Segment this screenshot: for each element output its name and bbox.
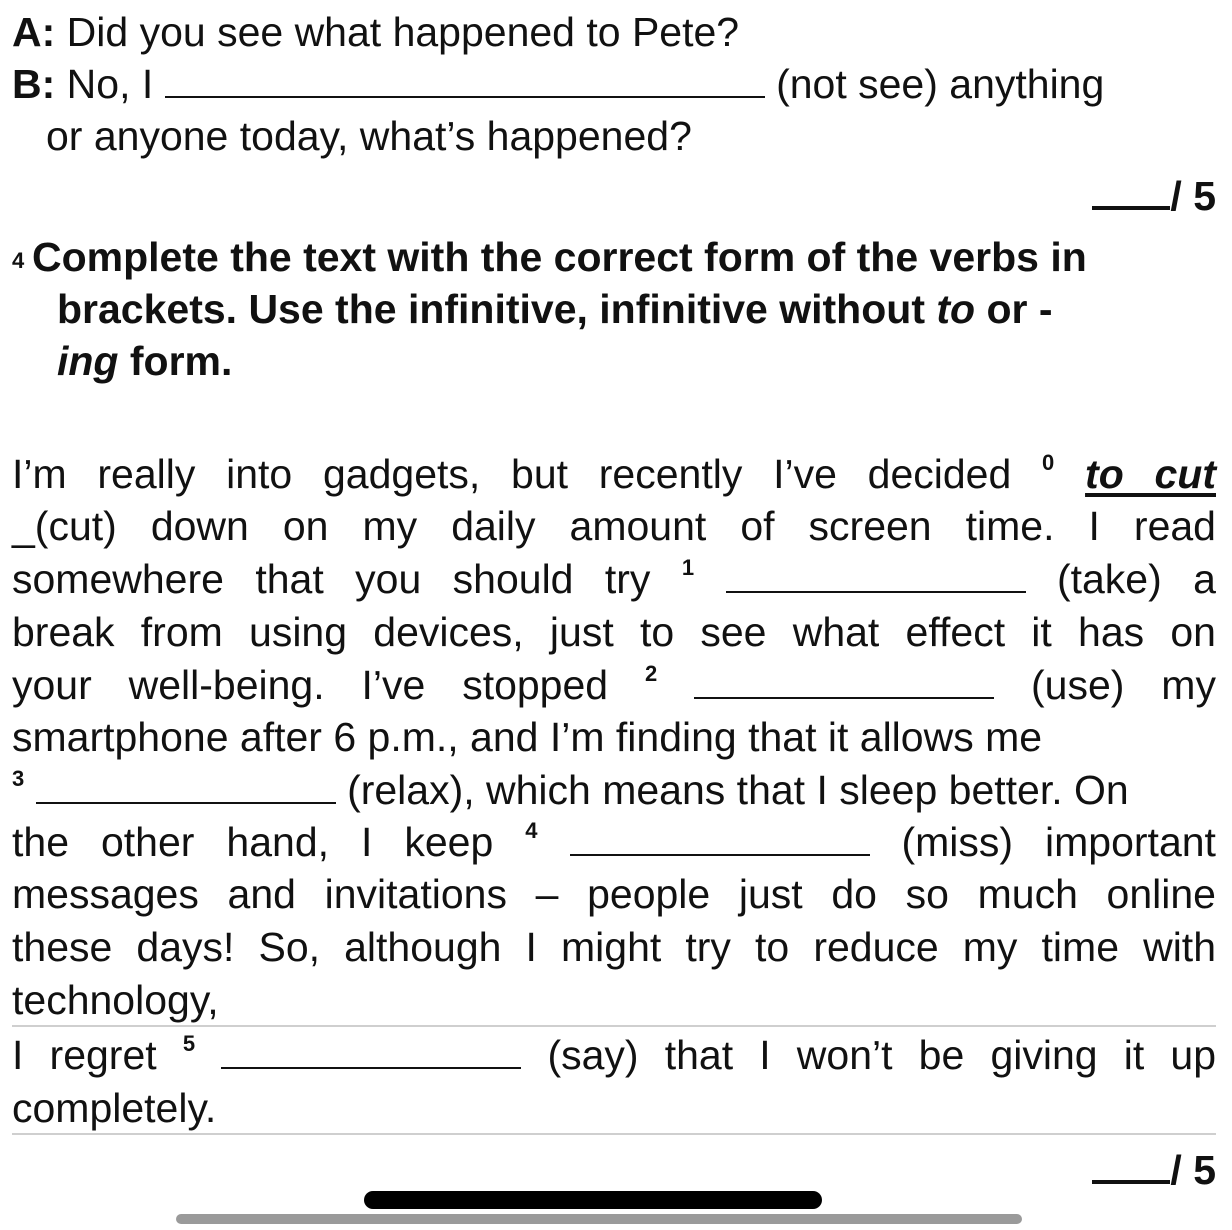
text-line-4: break from using devices, just to see what effect it has on <box>12 609 1216 655</box>
dialogue-line-a <box>12 6 739 58</box>
gap-number-0: 0 <box>1042 450 1055 475</box>
text-segment: (say) that I won’t be giving it up <box>547 1032 1216 1078</box>
score-bottom-total: / 5 <box>1170 1147 1216 1193</box>
answer-blank-2[interactable] <box>694 663 994 699</box>
dialogue-b-text-before: No, I <box>66 61 154 107</box>
text-segment: I regret <box>12 1032 157 1078</box>
answer-blank-4[interactable] <box>570 820 870 856</box>
instruction-text: brackets. Use the infinitive, infinitive without <box>57 286 925 332</box>
answer-blank-3[interactable] <box>36 768 336 804</box>
text-segment: (relax), which means that I sleep better. On <box>347 767 1129 813</box>
text-line-8 <box>12 816 1216 868</box>
answer-blank-5[interactable] <box>221 1033 521 1069</box>
text-segment: somewhere that you should try <box>12 556 651 602</box>
text-segment: (take) a <box>1056 556 1216 602</box>
example-answer: to cut <box>1085 451 1216 497</box>
text-line-6: smartphone after 6 p.m., and I’m finding that it allows me <box>12 714 1043 760</box>
task-number: 4 <box>12 248 25 273</box>
text-line-10: these days! So, although I might try to reduce my time with <box>12 924 1216 970</box>
gap-number-5: 5 <box>182 1031 196 1056</box>
instruction-text: form. <box>129 338 233 384</box>
speaker-b: B: <box>12 61 56 107</box>
text-line-5 <box>12 659 1216 711</box>
text-segment: the other hand, I keep <box>12 819 494 865</box>
gap-number-3: 3 <box>12 766 25 791</box>
dialogue-b-text-after: (not see) anything <box>776 61 1105 107</box>
score-blank-top[interactable] <box>1092 176 1170 210</box>
text-segment: your well-being. I’ve stopped <box>12 662 609 708</box>
text-line-7 <box>12 764 1129 816</box>
dialogue-line-b <box>12 58 1104 110</box>
gap-number-4: 4 <box>525 818 538 843</box>
separator-line <box>12 1025 1216 1027</box>
horizontal-scrollbar[interactable] <box>176 1214 1022 1224</box>
instruction-line-1: Complete the text with the correct form of the verbs in <box>32 234 1087 280</box>
text-line-3 <box>12 553 1216 605</box>
text-line-2: _(cut) down on my daily amount of screen time. I read <box>12 503 1216 549</box>
instruction-line-2 <box>57 283 1053 335</box>
instruction-line-3 <box>57 335 232 387</box>
instruction-text: or - <box>986 286 1053 332</box>
text-segment: (use) my <box>1031 662 1216 708</box>
text-segment: (miss) important <box>901 819 1216 865</box>
score-top-total: / 5 <box>1170 173 1216 219</box>
answer-blank-dialogue[interactable] <box>165 62 765 98</box>
text-segment: I’m really into gadgets, but recently I’ve decided <box>12 451 1012 497</box>
score-bottom <box>1092 1144 1216 1196</box>
separator-line <box>12 1133 1216 1135</box>
text-line-9: messages and invitations – people just do so much online <box>12 871 1216 917</box>
gap-number-2: 2 <box>644 661 658 686</box>
dialogue-line-b2: or anyone today, what’s happened? <box>46 113 692 159</box>
gap-number-1: 1 <box>681 555 695 580</box>
speaker-a: A: <box>12 9 56 55</box>
text-line-12 <box>12 1029 1216 1081</box>
dialogue-a-text: Did you see what happened to Pete? <box>66 9 740 55</box>
instruction-italic-ing: ing <box>57 338 119 384</box>
answer-blank-1[interactable] <box>726 557 1026 593</box>
text-line-1 <box>12 448 1216 500</box>
score-blank-bottom[interactable] <box>1092 1150 1170 1184</box>
home-indicator[interactable] <box>364 1191 822 1209</box>
score-top <box>1092 170 1216 222</box>
instruction-italic-to: to <box>936 286 976 332</box>
text-line-13: completely. <box>12 1085 217 1131</box>
text-line-11: technology, <box>12 977 219 1023</box>
